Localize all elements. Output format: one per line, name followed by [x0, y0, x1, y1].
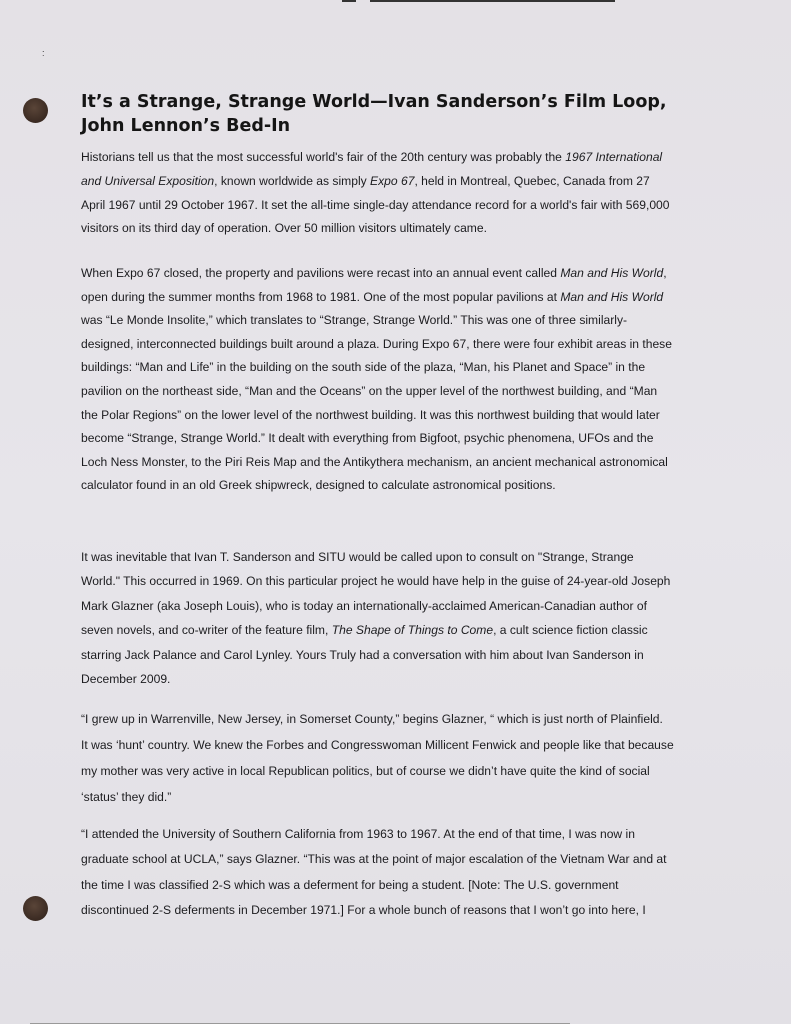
text-line	[81, 217, 721, 241]
text-segment: graduate school at UCLA,” says Glazner. “This was at the point of major escalation of the Vietnam War and at	[81, 852, 667, 867]
text-segment: visitors on its third day of operation. Over 50 million visitors ultimately came.	[81, 221, 487, 236]
text-segment: become “Strange, Strange World.” It dealt with everything from Bigfoot, psychic phenomena, UFOs and the	[81, 431, 654, 446]
paragraph-1	[81, 146, 721, 241]
text-line	[81, 594, 721, 618]
text-segment: calculator found in an old Greek shipwreck, designed to calculate astronomical positions.	[81, 478, 556, 493]
text-line	[81, 545, 721, 569]
text-line	[81, 898, 721, 923]
paragraph-4	[81, 706, 721, 810]
paragraph-5	[81, 822, 721, 923]
text-line	[81, 404, 721, 428]
scan-mark	[342, 0, 356, 2]
text-segment: World." This occurred in 1969. On this particular project he would have help in the guise of 24-year-old Joseph	[81, 574, 671, 589]
text-line	[81, 333, 721, 357]
italic-text: and Universal Exposition	[81, 173, 215, 188]
text-segment: pavilion on the northeast side, “Man and the Oceans” on the upper level of the northwest building, and “Man	[81, 383, 658, 398]
text-line	[81, 569, 721, 593]
text-segment: the Polar Regions” on the lower level of the northwest building. It was this northwest building that would later	[81, 407, 660, 422]
text-segment: the time I was classified 2-S which was a deferment for being a student. [Note: The U.S. government	[81, 877, 619, 892]
text-line	[81, 380, 721, 404]
text-segment: It was inevitable that Ivan T. Sanderson and SITU would be called upon to consult on "Strange, Strange	[81, 550, 634, 564]
article-title	[81, 90, 721, 138]
text-line	[81, 170, 721, 194]
punch-hole-top	[23, 98, 48, 123]
text-segment: , a cult science fiction classic	[493, 623, 648, 638]
text-line	[81, 618, 721, 642]
text-segment: open during the summer months from 1968 to 1981. One of the most popular pavilions at	[81, 289, 561, 304]
text-segment: ,	[663, 266, 667, 280]
text-segment: was “Le Monde Insolite,” which translates to “Strange, Strange World.” This was one of three similarly-	[81, 313, 628, 328]
title-line: It’s a Strange, Strange World—Ivan Sanderson’s Film Loop,	[81, 92, 667, 112]
text-segment: designed, interconnected buildings built around a plaza. During Expo 67, there were four exhibit areas in these	[81, 336, 672, 351]
text-segment: Loch Ness Monster, to the Piri Reis Map and the Antikythera mechanism, an ancient mechanical astronomical	[81, 454, 668, 469]
italic-text: Man and His World	[560, 266, 664, 280]
paragraph-3	[81, 545, 721, 691]
text-segment: ‘status’ they did.”	[81, 790, 172, 804]
text-segment: starring Jack Palance and Carol Lynley. Yours Truly had a conversation with him about Ivan Sanderson in	[81, 647, 644, 662]
text-line	[81, 873, 721, 898]
text-line	[81, 643, 721, 667]
text-line	[81, 784, 721, 810]
text-segment: Mark Glazner (aka Joseph Louis), who is today an internationally-acclaimed American-Canadian author of	[81, 598, 648, 613]
text-line	[81, 822, 721, 847]
text-line	[81, 706, 721, 732]
text-segment: It was ‘hunt’ country. We knew the Forbes and Congresswoman Millicent Fenwick and people like that because	[81, 738, 674, 752]
punch-hole-bottom	[23, 896, 48, 921]
text-segment: “I grew up in Warrenville, New Jersey, in Somerset County,” begins Glazner, “ which is just north of Plainfield.	[81, 712, 663, 726]
text-segment: buildings: “Man and Life” in the building on the south side of the plaza, “Man, his Planet and Space” in the	[81, 360, 646, 375]
text-segment: Historians tell us that the most successful world's fair of the 20th century was probably the	[81, 150, 566, 164]
text-line	[81, 732, 721, 758]
text-line	[81, 356, 721, 380]
title-line: John Lennon’s Bed-In	[81, 116, 291, 136]
text-line	[81, 451, 721, 475]
text-line	[81, 427, 721, 451]
italic-text: Expo 67	[370, 173, 415, 188]
text-line	[81, 146, 721, 170]
text-segment: my mother was very active in local Republican politics, but of course we didn’t have quite the kind of social	[81, 764, 650, 778]
text-line	[81, 194, 721, 218]
text-segment: seven novels, and co-writer of the feature film,	[81, 623, 332, 638]
italic-text: 1967 International	[565, 150, 663, 164]
text-segment: “I attended the University of Southern California from 1963 to 1967. At the end of that time, I was now in	[81, 827, 635, 841]
text-segment: When Expo 67 closed, the property and pavilions were recast into an annual event called	[81, 266, 561, 280]
text-line	[81, 667, 721, 691]
text-segment: April 1967 until 29 October 1967. It set the all-time single-day attendance record for a world's fair with 569,000	[81, 197, 670, 212]
text-segment: December 2009.	[81, 672, 171, 687]
text-line	[81, 474, 721, 498]
text-segment: discontinued 2-S deferments in December 1971.] For a whole bunch of reasons that I won’t go into here, I	[81, 902, 646, 917]
text-line	[81, 309, 721, 333]
text-line	[81, 262, 721, 286]
text-line	[81, 758, 721, 784]
italic-text: Man and His World	[560, 289, 664, 304]
text-segment: , held in Montreal, Quebec, Canada from 27	[414, 173, 650, 188]
italic-text: The Shape of Things to Come	[331, 623, 494, 638]
paragraph-2	[81, 262, 721, 498]
text-line	[81, 286, 721, 310]
scan-line	[370, 0, 615, 2]
scan-speck: :	[42, 48, 45, 58]
text-segment: , known worldwide as simply	[214, 173, 371, 188]
text-line	[81, 847, 721, 872]
